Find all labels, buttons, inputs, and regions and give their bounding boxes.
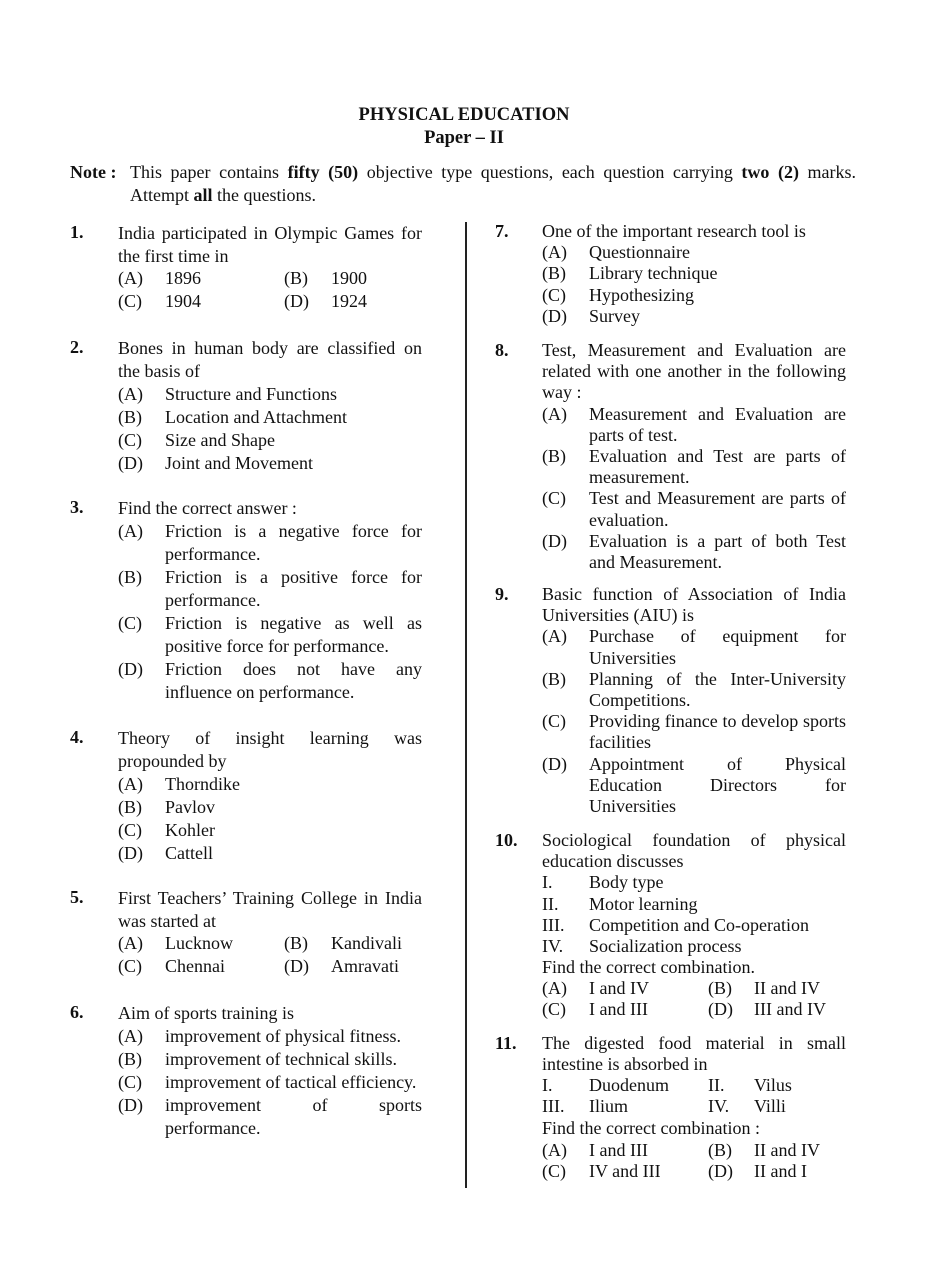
paper-title: PHYSICAL EDUCATION xyxy=(358,105,570,125)
column-divider xyxy=(465,222,467,1188)
question-number: 10. xyxy=(495,830,518,850)
page-title-block xyxy=(0,104,928,150)
list-item: I. Body type xyxy=(542,872,664,893)
question-stem: Aim of sports training is xyxy=(118,1003,294,1023)
option-c[interactable]: (C) Hypothesizing xyxy=(542,284,694,305)
question-number: 2. xyxy=(70,337,84,357)
question-stem: The digested food material in small intestine is absorbed in xyxy=(542,1033,846,1075)
option-grid: (A) I and III (B) II and IV (C) IV and III (D) II and I xyxy=(542,1139,820,1181)
question-stem: One of the important research tool is xyxy=(542,221,806,241)
question-number: 6. xyxy=(70,1002,84,1022)
option-d[interactable]: (D) Joint and Movement xyxy=(118,453,313,473)
question-number: 11. xyxy=(495,1033,517,1053)
question-stem: Sociological foundation of physical education discusses xyxy=(542,830,846,872)
question-number: 1. xyxy=(70,222,84,242)
question-stem: Find the correct answer : xyxy=(118,498,297,518)
list-item: III. Competition and Co-operation xyxy=(542,914,809,935)
option-d[interactable]: (D) Cattell xyxy=(118,843,213,863)
option-a[interactable]: (A) Purchase of equipment for Universities xyxy=(542,626,846,668)
option-grid: (A) I and IV (B) II and IV (C) I and III (D) III and IV xyxy=(542,978,826,1020)
option-c[interactable]: (C) improvement of tactical efficiency. xyxy=(118,1072,417,1092)
combination-prompt: Find the correct combination : xyxy=(542,1118,760,1139)
option-d[interactable]: (D) Friction does not have any influence on performance. xyxy=(118,659,422,702)
option-c[interactable]: (C) Test and Measurement are parts of evaluation. xyxy=(542,488,846,530)
paper-subtitle: Paper – II xyxy=(424,128,504,148)
question-number: 9. xyxy=(495,584,509,604)
option-d[interactable]: (D) Evaluation is a part of both Test and Measurement. xyxy=(542,530,846,573)
option-a[interactable]: (A) Structure and Functions xyxy=(118,384,337,404)
option-a[interactable]: (A) improvement of physical fitness. xyxy=(118,1026,401,1046)
option-c[interactable]: (C) Size and Shape xyxy=(118,430,275,450)
option-d[interactable]: (D) Appointment of Physical Education Directors for Universities xyxy=(542,753,846,817)
question-stem: India participated in Olympic Games for the first time in xyxy=(118,223,422,266)
option-a[interactable]: (A) Questionnaire xyxy=(542,242,690,263)
option-grid: (A) 1896 (B) 1900 (C) 1904 (D) 1924 xyxy=(118,268,367,311)
question-number: 7. xyxy=(495,221,509,241)
option-b[interactable]: (B) Location and Attachment xyxy=(118,407,347,427)
question-stem: Basic function of Association of India Universities (AIU) is xyxy=(542,584,846,626)
option-b[interactable]: (B) Pavlov xyxy=(118,797,216,817)
option-b[interactable]: (B) Friction is a positive force for performance. xyxy=(118,567,422,610)
option-a[interactable]: (A) Friction is a negative force for performance. xyxy=(118,521,422,564)
option-b[interactable]: (B) Planning of the Inter-University Competitions. xyxy=(542,668,846,711)
option-grid: (A) Lucknow (B) Kandivali (C) Chennai (D) Amravati xyxy=(118,933,402,976)
list-item: IV. Socialization process xyxy=(542,936,742,957)
question-number: 5. xyxy=(70,887,84,907)
question-number: 4. xyxy=(70,727,84,747)
option-b[interactable]: (B) Evaluation and Test are parts of measurement. xyxy=(542,446,846,488)
option-d[interactable]: (D) Survey xyxy=(542,305,640,326)
question-stem: First Teachers’ Training College in India was started at xyxy=(118,888,422,931)
option-d[interactable]: (D) improvement of sports performance. xyxy=(118,1095,422,1138)
question-number: 3. xyxy=(70,497,84,517)
option-c[interactable]: (C) Kohler xyxy=(118,820,215,840)
question-number: 8. xyxy=(495,340,509,360)
note-text: This paper contains fifty (50) objective type questions, each question carrying two (2) marks. Attempt all the questions. xyxy=(130,162,856,205)
option-a[interactable]: (A) Thorndike xyxy=(118,774,240,794)
item-grid: I. Duodenum II. Vilus III. Ilium IV. Villi xyxy=(542,1075,792,1117)
option-b[interactable]: (B) improvement of technical skills. xyxy=(118,1049,397,1069)
option-c[interactable]: (C) Providing finance to develop sports facilities xyxy=(542,711,846,753)
question-stem: Theory of insight learning was propounded by xyxy=(118,728,422,771)
combination-prompt: Find the correct combination. xyxy=(542,957,755,978)
list-item: II. Motor learning xyxy=(542,893,698,914)
instructions-note xyxy=(70,161,856,207)
option-a[interactable]: (A) Measurement and Evaluation are parts of test. xyxy=(542,403,846,445)
option-c[interactable]: (C) Friction is negative as well as positive force for performance. xyxy=(118,613,422,656)
option-b[interactable]: (B) Library technique xyxy=(542,263,718,284)
question-stem: Bones in human body are classified on the basis of xyxy=(118,338,422,381)
note-label: Note : xyxy=(70,162,117,182)
question-stem: Test, Measurement and Evaluation are related with one another in the following way : xyxy=(542,340,846,403)
